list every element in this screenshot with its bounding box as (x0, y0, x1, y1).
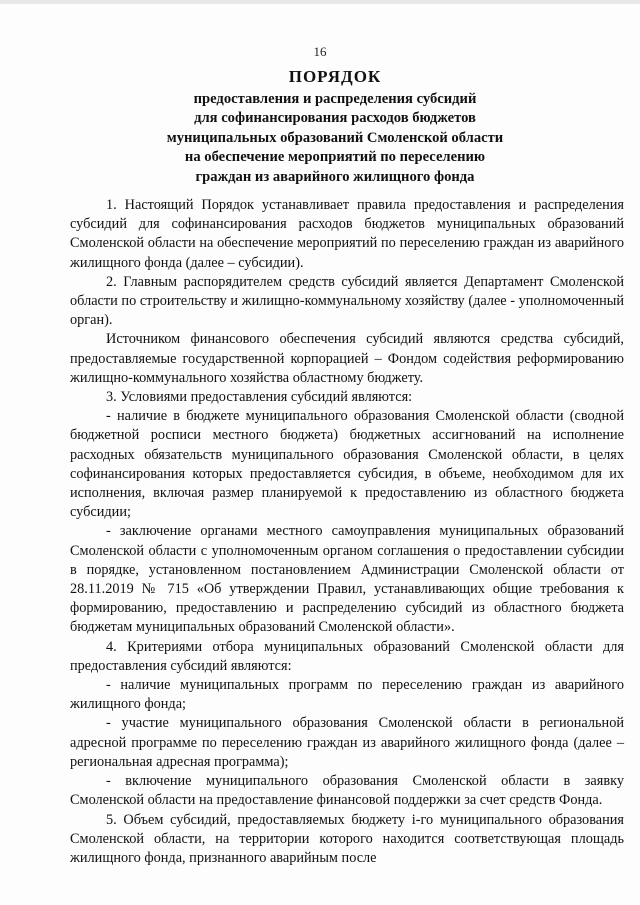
page-number: 16 (313, 44, 327, 59)
paragraph-3: Источником финансового обеспечения субсидий являются средства субсидий, предоставляемые государственной корпорацией – Фондом содействия реформированию жилищно-коммунального хозяйства областному бюджету. (70, 331, 624, 386)
document-heading (70, 66, 600, 187)
paragraph-11: 5. Объем субсидий, предоставляемых бюджету i-го муниципального образования Смоленской области, на территории которого находится соответствующая площадь жилищного фонда, признанного аварийным после (70, 811, 624, 866)
paragraph-10: - включение муниципального образования Смоленской области в заявку Смоленской области на предоставление финансовой поддержки за счет средств Фонда. (70, 773, 624, 809)
paragraph-7: 4. Критериями отбора муниципальных образований Смоленской области для предоставления субсидий являются: (70, 638, 624, 674)
subtitle-line-3: муниципальных образований Смоленской области (166, 129, 504, 146)
subtitle-line-5: граждан из аварийного жилищного фонда (195, 168, 475, 185)
scan-edge (0, 0, 640, 4)
paragraph-9: - участие муниципального образования Смоленской области в региональной адресной программе по переселению граждан из аварийного жилищного фонда (далее – региональная адресная программа); (70, 715, 624, 770)
paragraph-4: 3. Условиями предоставления субсидий являются: (106, 389, 413, 406)
subtitle-line-2: для софинансирования расходов бюджетов (194, 110, 476, 127)
subtitle-line-1: предоставления и распределения субсидий (193, 91, 477, 107)
paragraph-8: - наличие муниципальных программ по переселению граждан из аварийного жилищного фонда; (70, 677, 624, 713)
document-title: ПОРЯДОК (288, 67, 382, 86)
paragraph-6: - заключение органами местного самоуправления муниципальных образований Смоленской области с уполномоченным органом соглашения о предоставлении субсидии в порядке, установленном постановлением Администрации Смоленской области от 28.11.2019 № 715 «Об утверждении Правил, устанавливающих общие требования к формированию, предоставлению и распределению субсидий из областного бюджета бюджетам муниципальных образований Смоленской области». (70, 523, 624, 636)
subtitle-line-4: на обеспечение мероприятий по переселению (184, 149, 486, 166)
paragraph-2: 2. Главным распорядителем средств субсидий является Департамент Смоленской области по строительству и жилищно-коммунальному хозяйству (далее - уполномоченный орган). (70, 273, 624, 329)
paragraph-5: - наличие в бюджете муниципального образования Смоленской области (сводной бюджетной росписи местного бюджета) бюджетных ассигнований на исполнение расходных обязательств муниципального образования Смоленской области, в целях софинансирования которых предоставляется субсидия, в объеме, необходимом для их исполнения, включая размер планируемой к предоставлению из областного бюджета субсидии; (70, 408, 624, 521)
document-body (70, 196, 624, 868)
paragraph-1: 1. Настоящий Порядок устанавливает правила предоставления и распределения субсидий для софинансирования расходов бюджетов муниципальных образований Смоленской области на обеспечение мероприятий по переселению граждан из аварийного жилищного фонда (далее – субсидии). (70, 197, 624, 271)
